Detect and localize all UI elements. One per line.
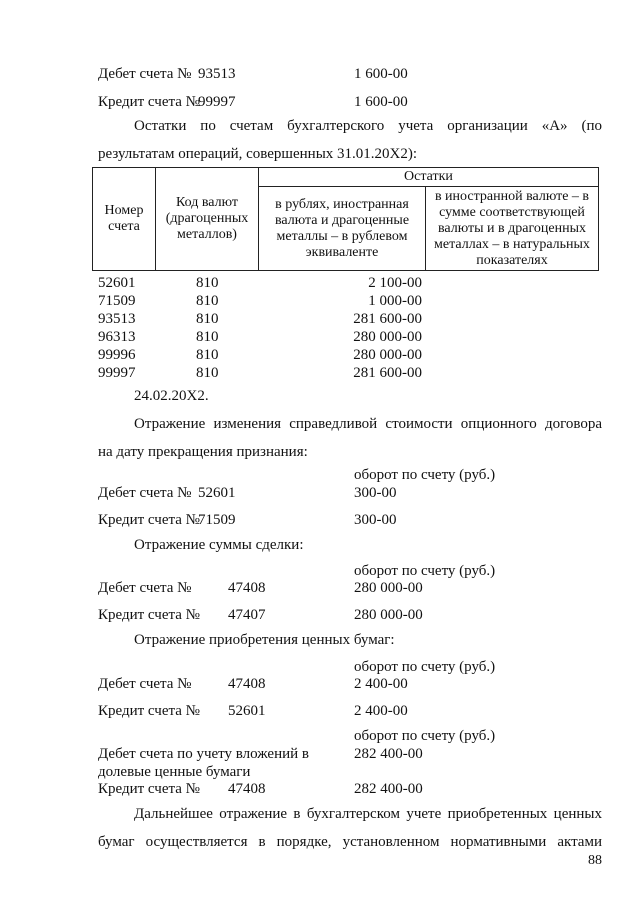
turnover-label: оборот по счету (руб.) — [354, 728, 496, 744]
turnover-label: оборот по счету (руб.) — [354, 659, 496, 675]
entry-account: 47408 — [228, 781, 266, 797]
balances-intro-line1: Остатки по счетам бухгалтерского учета организации «А» (по — [134, 118, 602, 134]
entry-label: Дебет счета № — [98, 676, 192, 692]
row-code: 810 — [196, 275, 219, 291]
turnover-label: оборот по счету (руб.) — [354, 467, 496, 483]
row-account: 96313 — [98, 329, 136, 345]
turnover-label: оборот по счету (руб.) — [354, 563, 496, 579]
entry-label: Дебет счета № — [98, 66, 192, 82]
row-account: 71509 — [98, 293, 136, 309]
entry-amount: 282 400-00 — [354, 781, 423, 797]
entry-label: Кредит счета № — [98, 94, 200, 110]
final-line1: Дальнейшее отражение в бухгалтерском учете приобретенных ценных — [134, 806, 602, 822]
entry-account: 47407 — [228, 607, 266, 623]
row-rub: 2 100-00 — [368, 275, 422, 291]
entry-account: 93513 — [198, 66, 236, 82]
balances-table — [92, 167, 599, 271]
row-rub: 281 600-00 — [353, 311, 422, 327]
row-account: 52601 — [98, 275, 136, 291]
entry-account: 52601 — [198, 485, 236, 501]
investment-debit-amount: 282 400-00 — [354, 746, 423, 762]
entry-amount: 2 400-00 — [354, 703, 408, 719]
date-heading: 24.02.20Х2. — [134, 388, 209, 404]
fair-value-line1: Отражение изменения справедливой стоимости опционного договора — [134, 416, 602, 432]
col-fx-header: в иностранной валюте – в сумме соответствующей валюты и в драгоценных металлах – в натуральных показателях — [426, 187, 599, 271]
investment-debit-line1: Дебет счета по учету вложений в — [98, 746, 309, 762]
entry-label: Кредит счета № — [98, 781, 200, 797]
entry-amount: 280 000-00 — [354, 580, 423, 596]
row-account: 93513 — [98, 311, 136, 327]
row-code: 810 — [196, 311, 219, 327]
final-paragraph — [98, 800, 602, 856]
entry-account: 47408 — [228, 580, 266, 596]
deal-heading: Отражение суммы сделки: — [134, 537, 304, 553]
col-account-header: Номер счета — [93, 168, 156, 271]
balances-intro — [98, 112, 602, 168]
row-code: 810 — [196, 347, 219, 363]
entry-label: Кредит счета № — [98, 703, 200, 719]
entry-label: Дебет счета № — [98, 485, 192, 501]
purchase-heading: Отражение приобретения ценных бумаг: — [134, 632, 395, 648]
entry-amount: 1 600-00 — [354, 66, 408, 82]
entry-label: Дебет счета № — [98, 580, 192, 596]
row-rub: 1 000-00 — [368, 293, 422, 309]
row-rub: 281 600-00 — [353, 365, 422, 381]
entry-account: 99997 — [198, 94, 236, 110]
row-account: 99997 — [98, 365, 136, 381]
row-code: 810 — [196, 329, 219, 345]
row-code: 810 — [196, 293, 219, 309]
balances-intro-line2: результатам операций, совершенных 31.01.20Х2): — [98, 146, 418, 162]
row-rub: 280 000-00 — [353, 329, 422, 345]
entry-account: 47408 — [228, 676, 266, 692]
fair-value-paragraph — [98, 410, 602, 466]
row-code: 810 — [196, 365, 219, 381]
entry-amount: 300-00 — [354, 512, 397, 528]
investment-debit-line2: долевые ценные бумаги — [98, 764, 251, 780]
row-rub: 280 000-00 — [353, 347, 422, 363]
page-number: 88 — [588, 853, 602, 868]
balances-group-header: Остатки — [259, 168, 599, 187]
entry-amount: 2 400-00 — [354, 676, 408, 692]
entry-amount: 1 600-00 — [354, 94, 408, 110]
entry-account: 52601 — [228, 703, 266, 719]
row-account: 99996 — [98, 347, 136, 363]
final-line2: бумаг осуществляется в порядке, установленном нормативными актами — [98, 834, 602, 850]
fair-value-line2: на дату прекращения признания: — [98, 444, 308, 460]
entry-account: 71509 — [198, 512, 236, 528]
col-currency-header: Код валют (драгоценных металлов) — [156, 168, 259, 271]
entry-amount: 300-00 — [354, 485, 397, 501]
entry-label: Кредит счета № — [98, 607, 200, 623]
entry-amount: 280 000-00 — [354, 607, 423, 623]
col-rub-header: в рублях, иностранная валюта и драгоценные металлы – в рублевом эквиваленте — [259, 187, 426, 271]
entry-label: Кредит счета № — [98, 512, 200, 528]
